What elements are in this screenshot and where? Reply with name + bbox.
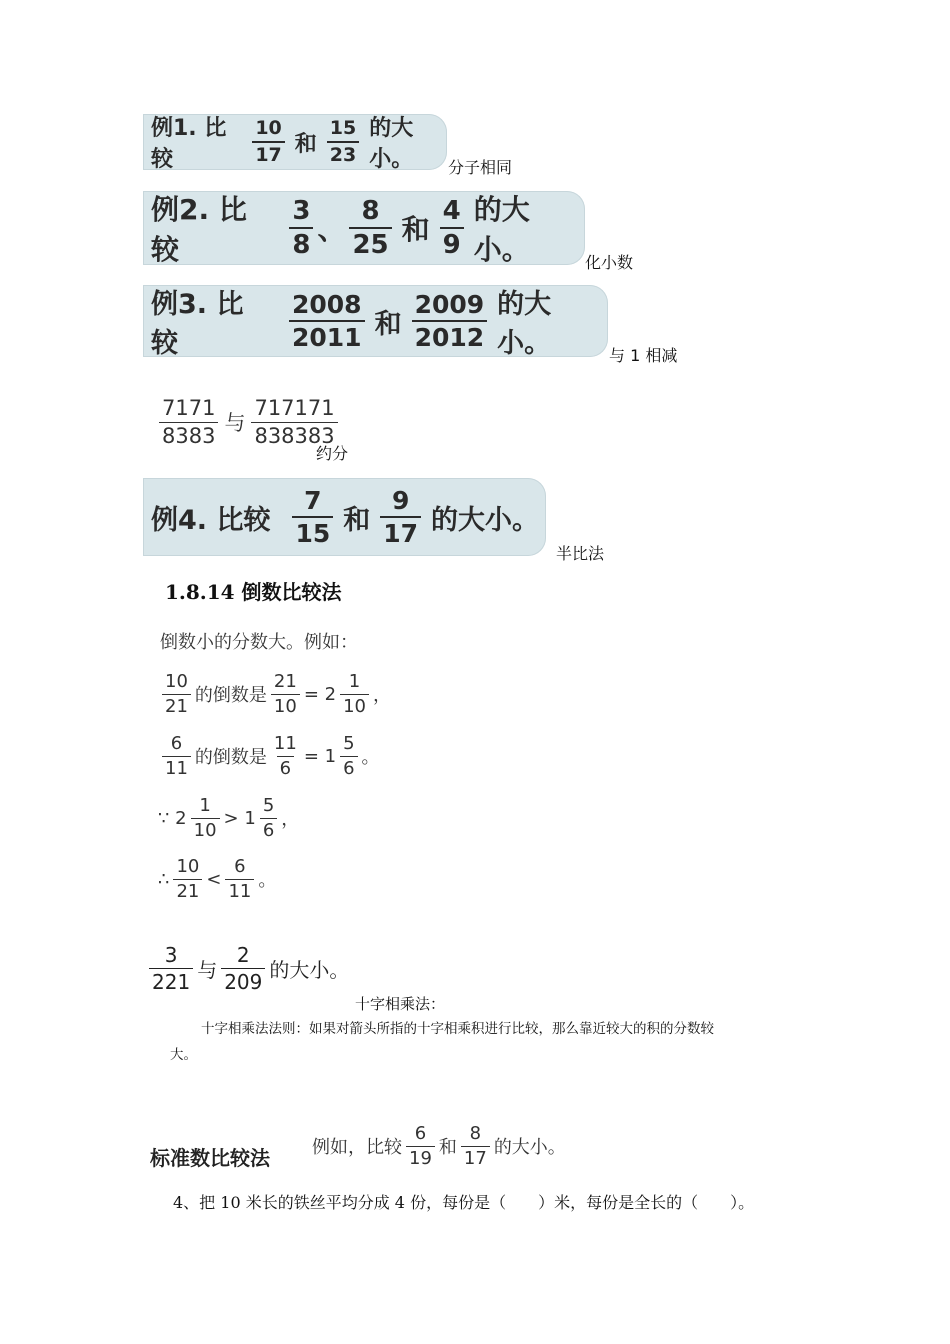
fraction: $\frac{11}{6}$ <box>273 732 297 779</box>
example-1-label: 例1. 比较 <box>151 116 227 172</box>
fraction: $\frac{9}{17}$ <box>380 488 421 546</box>
fraction: $\frac{3}{221}$ <box>149 945 193 992</box>
example-4-label: 例4. 比较 <box>151 504 271 536</box>
reduce-comparison: $\frac{7171}{8383}$ 与 $\frac{717171}{838383}$ <box>155 393 342 451</box>
fraction: $\frac{10}{21}$ <box>173 858 202 901</box>
example-4-note: 半比法 <box>556 544 605 563</box>
example-1-panel: 例1. 比较 $\frac{10}{17}$ 和 $\frac{15}{23}$ 的大小。 <box>143 114 447 170</box>
fraction: $\frac{8}{17}$ <box>461 1125 490 1168</box>
reciprocal-line-2: $\frac{6}{11}$ 的倒数是 $\frac{11}{6}$ = 1 $\frac{5}{6}$ 。 <box>158 729 380 783</box>
reciprocal-line-1: $\frac{10}{21}$ 的倒数是 $\frac{21}{10}$ = 2 $\frac{1}{10}$ ， <box>158 667 391 721</box>
fraction: $\frac{1}{10}$ <box>191 797 220 840</box>
reduce-note: 约分 <box>316 444 349 463</box>
fraction: $\frac{10}{17}$ <box>252 119 284 165</box>
cross-title: 十字相乘法： <box>355 995 446 1013</box>
fraction: $\frac{1}{10}$ <box>340 673 369 716</box>
fraction: $\frac{2009}{2012}$ <box>412 292 488 350</box>
fraction: $\frac{21}{10}$ <box>271 673 300 716</box>
example-2-label: 例2. 比较 <box>151 193 247 266</box>
example-2-panel: 例2. 比较 $\frac{3}{8}$ 、 $\frac{8}{25}$ 和 $\frac{4}{9}$ 的大小。 <box>143 191 585 265</box>
standard-heading: 标准数比较法 <box>150 1146 270 1170</box>
fraction: $\frac{7171}{8383}$ <box>159 398 218 447</box>
cross-comparison: $\frac{3}{221}$ 与 $\frac{2}{209}$ 的大小。 <box>145 940 349 996</box>
fraction: $\frac{5}{6}$ <box>260 797 277 840</box>
standard-example: 例如，比较 $\frac{6}{19}$ 和 $\frac{8}{17}$ 的大小。 <box>312 1122 566 1169</box>
reciprocal-heading: 1.8.14 倒数比较法 <box>165 580 342 604</box>
reciprocal-line-3: ∵ 2 $\frac{1}{10}$ > 1 $\frac{5}{6}$ ， <box>158 794 300 841</box>
fraction: $\frac{2}{209}$ <box>221 945 265 992</box>
reciprocal-line-4: ∴ $\frac{10}{21}$ < $\frac{6}{11}$ 。 <box>158 855 277 902</box>
fraction: $\frac{5}{6}$ <box>340 735 357 778</box>
example-1-note: 分子相同 <box>448 158 513 177</box>
fraction: $\frac{4}{9}$ <box>440 198 464 258</box>
fraction: $\frac{2008}{2011}$ <box>289 292 365 350</box>
fraction: $\frac{717171}{838383}$ <box>251 398 337 447</box>
fraction: $\frac{6}{11}$ <box>225 858 254 901</box>
fraction: $\frac{7}{15}$ <box>292 488 333 546</box>
fraction: $\frac{15}{23}$ <box>327 119 359 165</box>
example-3-label: 例3. 比较 <box>151 289 244 359</box>
cross-rule-line-1: 十字相乘法法则：如果对箭头所指的十字相乘积进行比较，那么靠近较大的积的分数较 <box>201 1021 714 1037</box>
fraction: $\frac{6}{11}$ <box>162 735 191 778</box>
question-4: 4、把 10 米长的铁丝平均分成 4 份，每份是（ ）米，每份是全长的（ ）。 <box>173 1193 755 1212</box>
fraction: $\frac{10}{21}$ <box>162 673 191 716</box>
example-3-note: 与 1 相减 <box>609 346 678 365</box>
fraction: $\frac{8}{25}$ <box>349 198 391 258</box>
example-2-note: 化小数 <box>585 253 634 272</box>
example-4-panel: 例4. 比较 $\frac{7}{15}$ 和 $\frac{9}{17}$ 的大小。 <box>143 478 546 556</box>
fraction: $\frac{6}{19}$ <box>406 1125 435 1168</box>
reciprocal-intro: 倒数小的分数大。例如： <box>160 632 358 653</box>
fraction: $\frac{3}{8}$ <box>289 198 313 258</box>
cross-rule-line-2: 大。 <box>170 1047 197 1063</box>
example-3-panel: 例3. 比较 $\frac{2008}{2011}$ 和 $\frac{2009}{2012}$ 的大小。 <box>143 285 608 357</box>
